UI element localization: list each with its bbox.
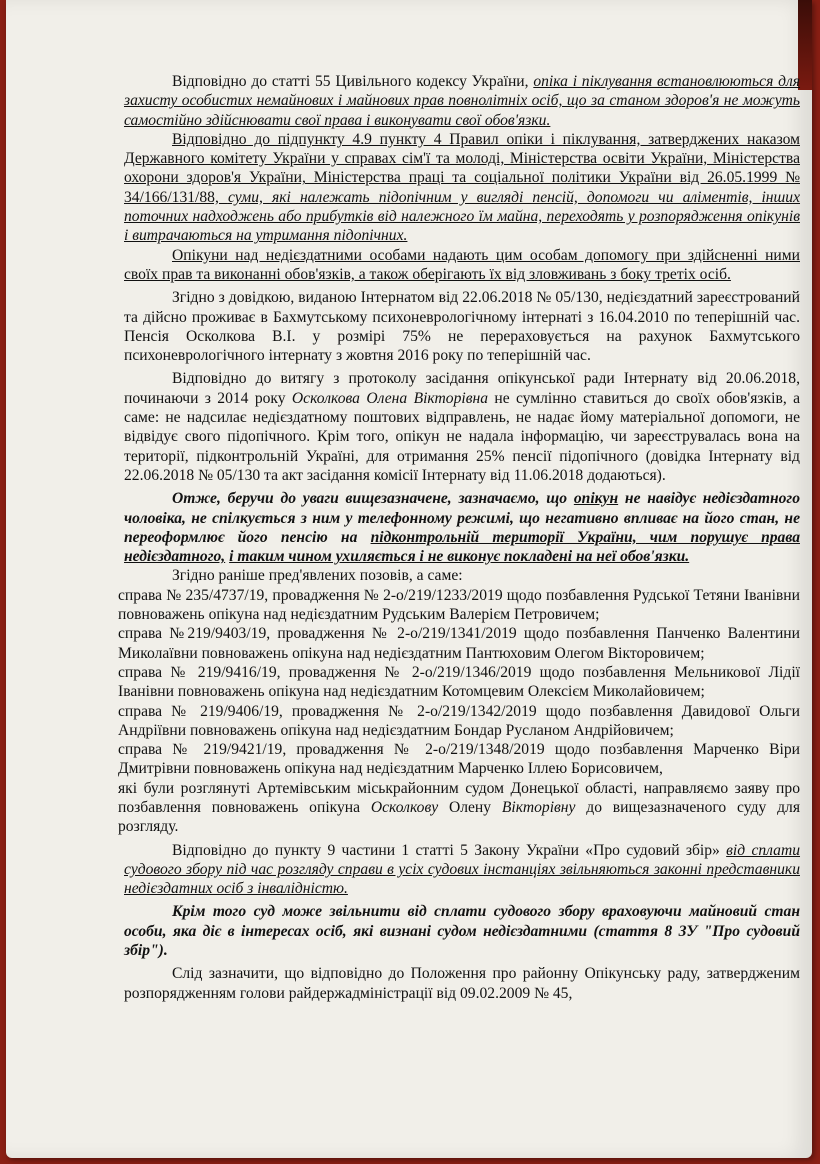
document-page xyxy=(6,0,812,1158)
underlined-quote: суми, які належать підопічним у вигляді пенсій, допомоги чи аліментів, інших поточних надходжень або прибутків від належного їм майна, переходять у розпорядження опікунів і витрачаються на утримання підопічних. xyxy=(124,188,801,245)
paragraph-council-regulation: Слід зазначити, що відповідно до Положення про районну Опікунську раду, затвердженим розпорядженням голови райдержадміністрації від 09.02.2009 № 45, xyxy=(124,965,800,1002)
paragraph-council-extract: Відповідно до витягу з протоколу засідання опікунської ради Інтернату від 20.06.2018, починаючи з 2014 року Осколкова Олена Вікторівна не сумлінно ставиться до своїх обов'язків, а саме: не надсилає недієздатному поштових відправлень, не надає йому матеріальної допомоги, не відвідує свого підопічного. Крім того, опікун не надала інформацію, чи зареєструвалась вона на території, підконтрольній Україні, для отримання 25% пенсії підопічного (довідка Інтернату від 22.06.2018 № 05/130 та акт засідання комісії Інтернату від 11.06.2018 додаються). xyxy=(124,370,800,484)
paragraph-rules-4-9: Відповідно до підпункту 4.9 пункту 4 Правил опіки і піклування, затверджених наказом Державного комітету України у справах сім'ї та молоді, Міністерства освіти України, Міністерства охорони здоров'я України, Міністерства праці та соціальної політики України від 26.05.1999 № 34/166/131/88, суми, які належать підопічним у вигляді пенсій, допомоги чи аліментів, інших поточних надходжень або прибутків від належного їм майна, переходять у розпорядження опікунів і витрачаються на утримання підопічних. xyxy=(124,130,801,245)
case-item: справа №219/9403/19, провадження № 2-о/219/1341/2019 щодо позбавлення Панченко Валентини Миколаївни повноважень опікуна над недієздатним Пантюховим Олегом Вікторовичем; xyxy=(118,625,800,662)
paragraph-court-fee-law: Відповідно до пункту 9 частини 1 статті 5 Закону України «Про судовий збір» від сплати судового збору під час розгляду справи в усіх судових інстанціях звільняються законні представники недієздатних осіб з інвалідністю. xyxy=(124,841,801,898)
case-item: справа № 219/9421/19, провадження № 2-о/219/1348/2019 щодо позбавлення Марченко Віри Дмитрівни повноважень опікуна над недієздатним Марченко Іллею Борисовичем, xyxy=(118,741,800,778)
underlined-quote: опіка і піклування встановлюються для захисту особистих немайнових і майнових прав повнолітніх осіб, що за станом здоров'я не можуть самостійно здійснювати свої права і виконувати свої обов'язки. xyxy=(124,73,801,129)
paragraph-previous-claims: Згідно раніше пред'явлених позовів, а саме: xyxy=(172,567,463,585)
paragraph-article-55: Відповідно до статті 55 Цивільного кодексу України, опіка і піклування встановлюються для захисту особистих немайнових і майнових прав повнолітніх осіб, що за станом здоров'я не можуть самостійно здійснювати свої права і виконувати свої обов'язки. xyxy=(124,73,801,129)
case-item: справа № 219/9416/19, провадження № 2-о/219/1346/2019 щодо позбавлення Мельникової Лідії Іванівни повноважень опікуна над недієздатним Котомцевим Олексієм Миколайовичем; xyxy=(118,663,800,701)
paragraph-guardians-duty: Опікуни над недієздатними особами надають цим особам допомогу при здійсненні ними своїх прав та виконанні обов'язків, а також оберігають їх від зловживань з боку третіх осіб. xyxy=(124,246,800,283)
paragraph-submission: які були розглянуті Артемівським міськрайонним судом Донецької області, направляємо заяву про позбавлення повноважень опікуна Осколкову Олену Вікторівну до вищезазначеного суду для розгляду. xyxy=(118,779,800,836)
paragraph-fee-exemption: Крім того суд може звільнити від сплати судового збору враховуючи майновий стан особи, яка діє в інтересах осіб, які визнані судом недієздатними (стаття 8 ЗУ "Про судовий збір"). xyxy=(124,903,800,960)
case-item: справа № 219/9406/19, провадження № 2-о/219/1342/2019 щодо позбавлення Давидової Ольги Андріївни повноважень опікуна над недієздатним Бондар Русланом Андрійовичем; xyxy=(118,702,800,739)
guardian-name: Осколкова Олена Вікторівна xyxy=(291,389,488,407)
case-item: справа № 235/4737/19, провадження № 2-о/219/1233/2019 щодо позбавлення Рудської Тетяни Іванівни повноважень опікуна над недієздатним Рудським Валерієм Петровичем; xyxy=(118,586,800,624)
paragraph-conclusion: Отже, беручи до уваги вищезазначене, зазначаємо, що опікун не навідує недієздатного чоловіка, не спілкується з ним у телефонному режимі, що негативно впливає на його стан, не переоформлює його пенсію на підконтрольній території України, чим порушує права недієздатного, і таким чином ухиляється і не виконує покладені на неї обов'язки. xyxy=(124,490,800,566)
document-body xyxy=(118,72,801,1003)
paragraph-certificate: Згідно з довідкою, виданою Інтернатом від 22.06.2018 № 05/130, недієздатний зареєстрований та дійсно проживає в Бахмутському психоневрологічному інтернаті з 16.04.2010 по теперішній час. Пенсія Осколкова В.І. у розмірі 75% не перераховується на рахунок Бахмутського психоневрологічного інтернату з жовтня 2016 року по теперішній час. xyxy=(124,289,800,365)
page-corner-shadow xyxy=(798,0,812,90)
